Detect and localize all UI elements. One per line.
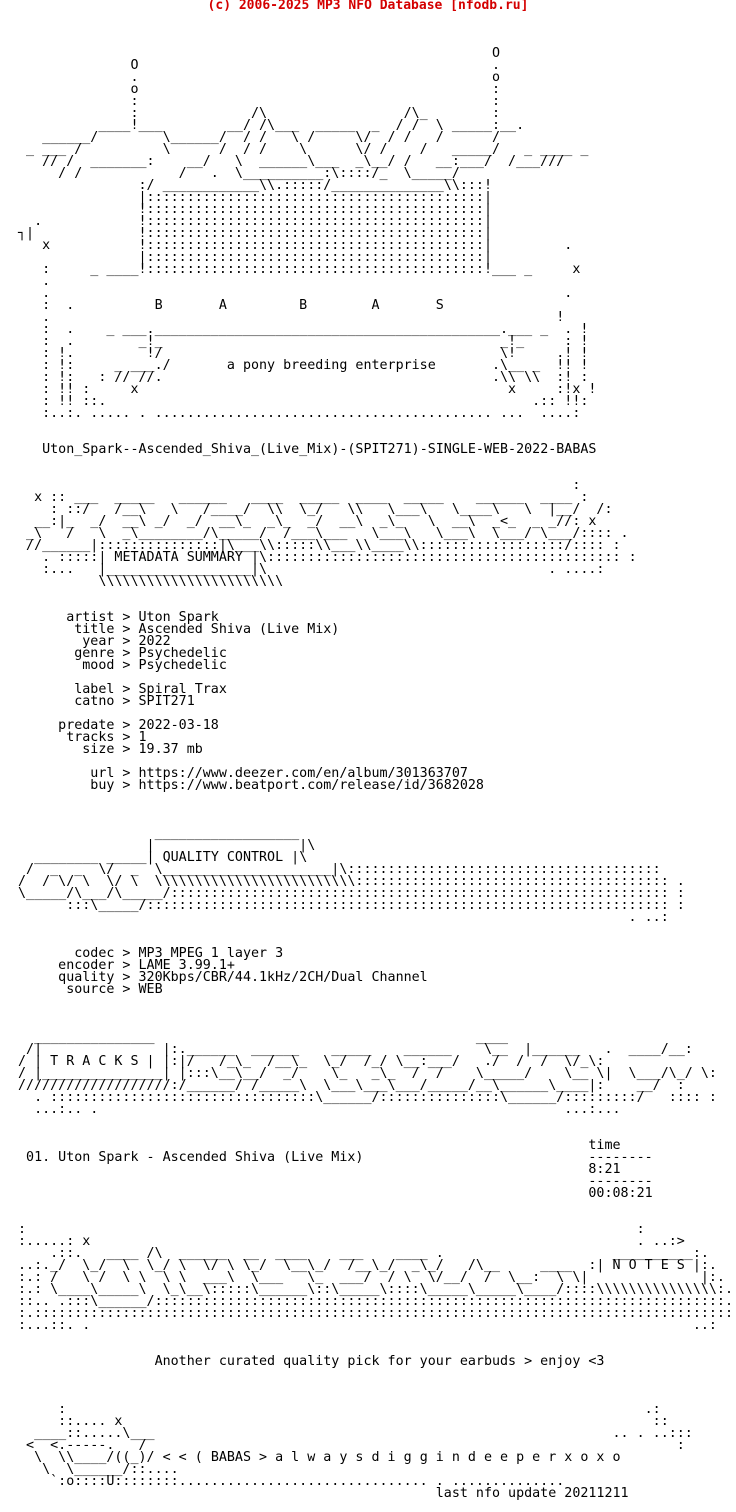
section-notes: N O T E S bbox=[604, 1258, 693, 1273]
section-quality-control: QUALITY CONTROL bbox=[154, 850, 292, 865]
release-name: Uton_Spark--Ascended_Shiva_(Live_Mix)-(SPIT271)-SINGLE-WEB-2022-BABAS bbox=[42, 442, 597, 457]
babas-logo: O O . . o o : : : : /\ /\_ : ____!___ __/ /\___ _____ _ / / \ _____:__. ______/ \______/ / / \ / \/ / / / / _ ___ / \ / / / \ \/ / / _____/ _ ____ _ // / _______: __/ \ ______\___ _\__/ / __:___/ /___/// / / / . \__________:\::::/_ \_____/ :/ ____________\\.:::::/______________\\:::! |::::::::::::::::::::::::::::::::::::::::::| !::::::::::::::::::::::::::::::::::::::::::| . !::::::::::::::::::::::::::::::::::::::::::| ┐| !::::::::::::::::::::::::::::::::::::::::::| x !::::::::::::::::::::::::::::::::::::::::::| . |::::::::::::::::::::::::::::::::::::::::::| : _ ____!::::::::::::::::::::::::::::::::::::::::::!___ _ x . . . : . B A B A S . ! : . _ ___.___________________________________________.___ _ . ! : . _!_ _!_ : ! : !. !/ \! .! ! : !: _ ___./ bbox=[18, 46, 589, 373]
metadata: artist > Uton Spark title > Ascended Shiva (Live Mix) year > 2022 genre > Psychedelic mood > Psychedelic label > Spiral Trax catno > SPIT271 predate > 2022-03-18 tracks > 1 size > 19.37 mb url > https://www.deezer.com/en/album/301363707 buy > https://www.beatport.com/release/id/3682028 bbox=[58, 610, 484, 793]
quality-info: codec > MP3 MPEG 1 layer 3 encoder > LAME 3.99.1+ quality > 320Kbps/CBR/44.1kHz/2CH/Dual Channel source > WEB bbox=[58, 946, 428, 997]
tagline: a pony breeding enterprise bbox=[226, 358, 436, 373]
nfo-document: O O . . o o : : : : /\ /\_ : ____!___ __/ /\___ _____ _ / / \ _____:__. ______/ \______/ / / \ / \/ / / / / _ ___ / \ / / / \ \/ / / _____/ _ ____ _ // / _______: __/ \ ______\___ _\__/ / __:___/ /___/// / / / . \__________:\::::/_ \_____/ :/ ____________\\.:::::/______________\\:::! |::::::::::::::::::::::::::::::::::::::::::| !::::::::::::::::::::::::::::::::::::::::::| . !::::::::::::::::::::::::::::::::::::::::::| ┐| !::::::::::::::::::::::::::::::::::::::::::| x !::::::::::::::::::::::::::::::::::::::::::| . |::::::::::::::::::::::::::::::::::::::::::| : _ ____!::::::::::::::::::::::::::::::::::::::::::!___ _ x . . . : . B A B A S . ! : . _ ___.___________________________________________.___ _ . ! : . _!_ _!_ : ! : !. !/ \! .! ! : !: _ ___./ a pony breeding enterprise .\__ _ !! ! : !: : // //. .\\ \\ :! : : !! : x x :!x ! : !! ::. .:: !!: :..:. ..... . .......................................... ... ....: Uton_Spark--Ascended_Shiva_(Live_Mix)-(SPIT271)-SINGLE-WEB-2022-BABAS : x :: ___ _____ ______ ____ _____ ____ _____ ______ ____ : : ::/ /__\ \ /____/ \\ \_/ \\ \___\ \____\ \ |__/ /: __:|_ _/ __\ _/ _/ __\_ _\_ _/ __\ _\_ \ __\ _<_ _ _//: x _\ / \ _\________/\_____/ /___\___ \___\ \___\ \___/ \___/:::: . //______|:::::::::::::::|\___\\:::::\\___\\____\\::::::::::::::::::/:::: : . :::::| METADATA SUMMARY |\:::::::::::::::::::::::::::::::::::::::::::: : :... |__________________|\ . ....: \\\\\\\\\\\\\\\\\\\\\\\ artist > Uton Spark title > Ascended Shiva (Live Mix) year > 2022 genre > Psychedelic mood > Psychedelic label > Spiral Trax catno > SPIT271 predate > 2022-03-18 tracks > 1 size > 19.37 mb url > https://www.deezer.com/en/album/301363707 buy > https://www.beatport.com/release/id/3682028 __________________ | |\ ________ _____| QUALITY CONTROL |\ / _ _ \/ _ \_____________________|\::::::::::::::::::::::::::::::::::::::: / / \/ \ \/ \ \\\\\\\\\\\\\\\\\\\\\\\\\::::::::::::::::::::::::::::::::::::::: . \_____/\___/\_____/:::::::::::::::::::::::::::::::::::::::::::::::::::::::::::::: : :::\_____/::::::::::::::::::::::::::::::::::::::::::::::::::::::::::::::::: : . ..: codec > MP3 MPEG 1 layer 3 encoder > LAME 3.99.1+ quality > 320Kbps/CBR/44.1kHz/2CH/Dual Channel source > WEB _______________ ____ /| |:.______ ______ _____ ______ \__ |______ . ____/__: / | T R A C K S | |:|/ /_\_ /__\_ \_/ /_/ \__:___/ ./ / / \/_\: / |_______________| |:::\__\__/ _/ \_ _\_ / / \_____/ \__ \| \___/\_/ \: ///////////////////:/______/ /_____\ \___\___\___/_____/__\______\____|: __/ : . :::::::::::::::::::::::::::::::::\______/:::::::::::::::\______/:::::::::/ :::: : ...:.. . ...:... time 01. Uton Spark - Ascended Shiva (Live Mix) -------- 8:21 -------- 00:08:21 : : :.....: x . ..:> .::. ____ /\ ______ __ ____ ___ ____ . __________:. ..:._/ \_/ \ \_/ \ \/ \ \_/ \__\_/ /__\_/ _\_/ /\__ ____ :| N O T E S |:. :.: / \ / \ \ \ \ ___\ \___ \_ ___/ / \ \/__/ / \__: \ \| |:. :.: \____\_____\ \_\__\:::::\______\::\_____\::::\_____\_____\____/::::\\\\\\\\\\\\\\\:. ::.. .:::\______/:::::::::::::::::::::::::::::::::::::::::::::::::::::::::::::::::::::::. :.::::::::::::::::::::::::::::::::::::::::::::::::::::::::::::::::::::::::::::::::::::::: :...::. . ..: Another curated quality pick for your earbuds > enjoy <3 : .: ::.... x :: ____::.....\___ .. . ..::: < <.-----. / : \ \\____/((_)/ < < ( BABAS > a l w a y s d i g g i n d e e p e r x o x o \ \______/::.... `:o::::U::::::::............................... . .............. last nfo update 20211211 bbox=[18, 46, 733, 1501]
footer-signature: ( BABAS > a l w a y s d i g g i n d e e p e r x o x o bbox=[194, 1450, 621, 1465]
section-tracks: T R A C K S bbox=[42, 1054, 147, 1069]
copyright-banner: (c) 2006-2025 MP3 NFO Database [nfodb.ru] bbox=[207, 0, 529, 13]
section-metadata-summary: METADATA SUMMARY bbox=[106, 550, 251, 565]
last-update: last nfo update 20211211 bbox=[18, 1486, 629, 1501]
notes-text: Another curated quality pick for your earbuds > enjoy <3 bbox=[18, 1354, 605, 1369]
